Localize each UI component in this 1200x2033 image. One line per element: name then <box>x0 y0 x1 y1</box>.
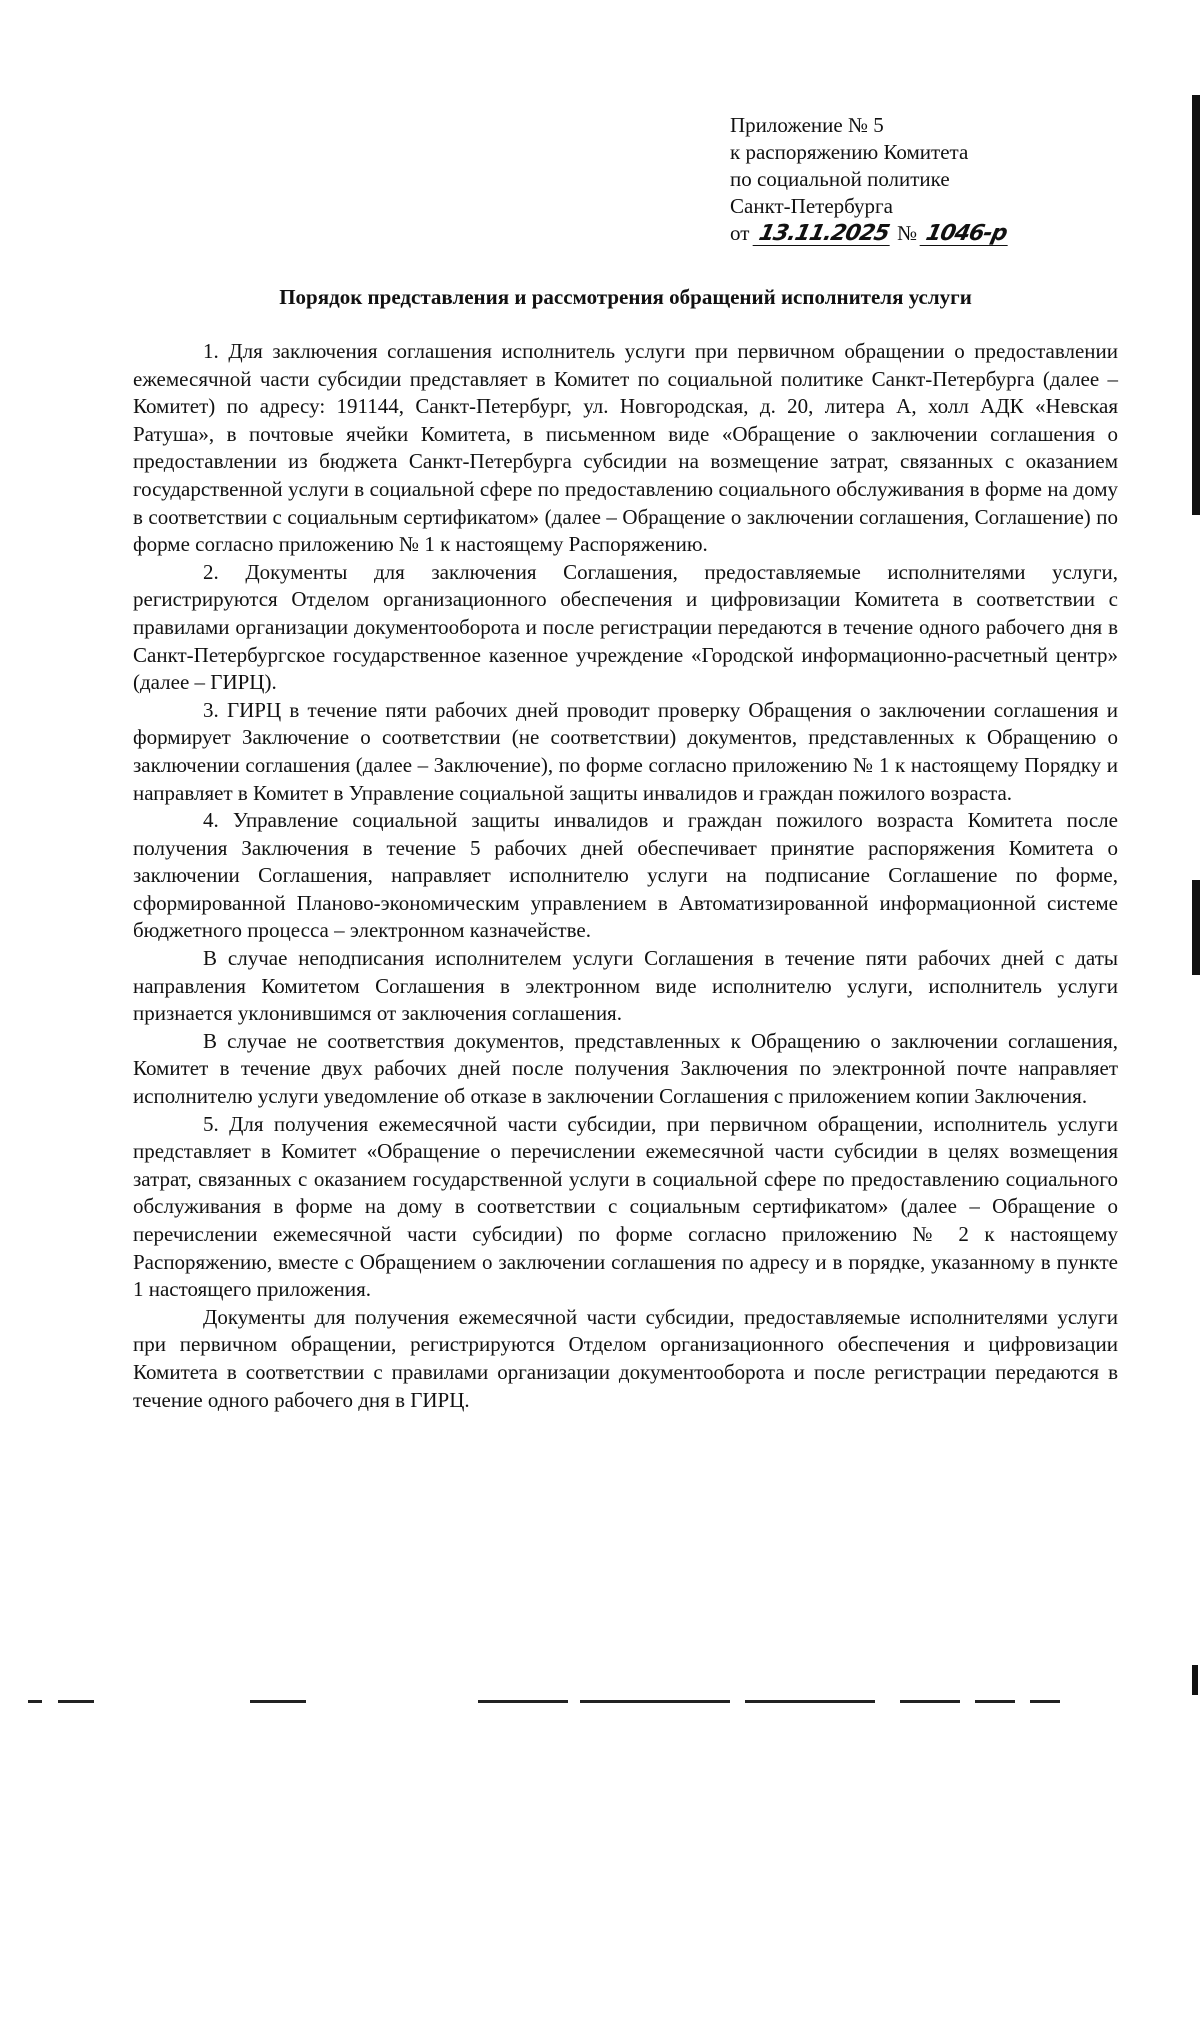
scan-dash <box>250 1700 306 1703</box>
appendix-date-line <box>730 220 1060 247</box>
scan-edge-mark <box>1192 1665 1198 1695</box>
date-prefix: от <box>730 221 750 245</box>
paragraph-4-mismatch: В случае не соответствия документов, представленных к Обращению о заключении соглашения, Комитет в течение двух рабочих дней после получения Заключения по электронной почте направляет исполнителю услуги уведомление об отказе в заключении Соглашения с приложением копии Заключения. <box>133 1028 1118 1109</box>
handwritten-date: 13.11.2025 <box>752 223 894 246</box>
appendix-line-4: Санкт-Петербурга <box>730 194 893 218</box>
scan-dash <box>28 1700 42 1703</box>
scan-dash <box>975 1700 1015 1703</box>
scan-edge-mark <box>1192 95 1200 515</box>
handwritten-number: 1046-р <box>920 223 1013 246</box>
scan-dash <box>900 1700 960 1703</box>
appendix-line-1: Приложение № 5 <box>730 113 884 137</box>
appendix-line-3: по социальной политике <box>730 167 950 191</box>
paragraph-5-documents: Документы для получения ежемесячной части субсидии, предоставляемые исполнителями услуги при первичном обращении, регистрируются Отделом организационного обеспечения и цифровизации Комитета в соответствии с правилами организации документооборота и после регистрации передаются в течение одного рабочего дня в ГИРЦ. <box>133 1304 1118 1412</box>
paragraph-3: 3. ГИРЦ в течение пяти рабочих дней проводит проверку Обращения о заключении соглашения и формирует Заключение о соответствии (не соответствии) документов, представленных к Обращению о заключении соглашения (далее – Заключение), по форме согласно приложению № 1 к настоящему Порядку и направляет в Комитет в Управление социальной защиты инвалидов и граждан пожилого возраста. <box>133 697 1118 805</box>
document-title: Порядок представления и рассмотрения обращений исполнителя услуги <box>279 285 972 309</box>
document-body <box>133 338 1118 1414</box>
appendix-line-2: к распоряжению Комитета <box>730 140 969 164</box>
scan-dash <box>1030 1700 1060 1703</box>
paragraph-5: 5. Для получения ежемесячной части субсидии, при первичном обращении, исполнитель услуги представляет в Комитет «Обращение о перечислении ежемесячной части субсидии в целях возмещения затрат, связанных с оказанием государственной услуги в социальной сфере по предоставлению социального обслуживания в форме на дому в соответствии с социальным сертификатом» (далее – Обращение о перечислении ежемесячной части субсидии) по форме согласно приложению № 2 к настоящему Распоряжению, вместе с Обращением о заключении соглашения по адресу и в порядке, указанному в пункте 1 настоящего приложения. <box>133 1111 1118 1302</box>
scan-edge-mark <box>1192 880 1200 975</box>
scan-dash <box>580 1700 730 1703</box>
paragraph-1: 1. Для заключения соглашения исполнитель услуги при первичном обращении о предоставлении ежемесячной части субсидии представляет в Комитет по социальной политике Санкт-Петербурга (далее – Комитет) по адресу: 191144, Санкт-Петербург, ул. Новгородская, д. 20, литера А, холл АДК «Невская Ратуша», в почтовые ячейки Комитета, в письменном виде «Обращение о заключении соглашения о предоставлении из бюджета Санкт-Петербурга субсидии на возмещение затрат, связанных с оказанием государственной услуги в социальной сфере по предоставлению социального обслуживания в форме на дому в соответствии с социальным сертификатом» (далее – Обращение о заключении соглашения, Соглашение) по форме согласно приложению № 1 к настоящему Распоряжению. <box>133 339 1118 557</box>
scan-dash <box>745 1700 875 1703</box>
scan-dash <box>478 1700 568 1703</box>
paragraph-4-unsigned: В случае неподписания исполнителем услуги Соглашения в течение пяти рабочих дней с даты направления Комитетом Соглашения в электронном виде исполнителю услуги, исполнитель услуги признается уклонившимся от заключения соглашения. <box>133 946 1118 1026</box>
appendix-header <box>730 112 1060 247</box>
paragraph-4: 4. Управление социальной защиты инвалидов и граждан пожилого возраста Комитета после получения Заключения в течение 5 рабочих дней обеспечивает принятие распоряжения Комитета о заключении Соглашения, направляет исполнителю услуги на подписание Соглашение по форме, сформированной Планово-экономическим управлением в Автоматизированной информационной системе бюджетного процесса – электронном казначействе. <box>133 808 1118 943</box>
scan-dash <box>58 1700 94 1703</box>
paragraph-2: 2. Документы для заключения Соглашения, предоставляемые исполнителями услуги, регистрируются Отделом организационного обеспечения и цифровизации Комитета в соответствии с правилами организации документооборота и после регистрации передаются в течение одного рабочего дня в Санкт-Петербургское государственное казенное учреждение «Городской информационно-расчетный центр» (далее – ГИРЦ). <box>133 559 1118 695</box>
number-prefix: № <box>897 221 918 245</box>
